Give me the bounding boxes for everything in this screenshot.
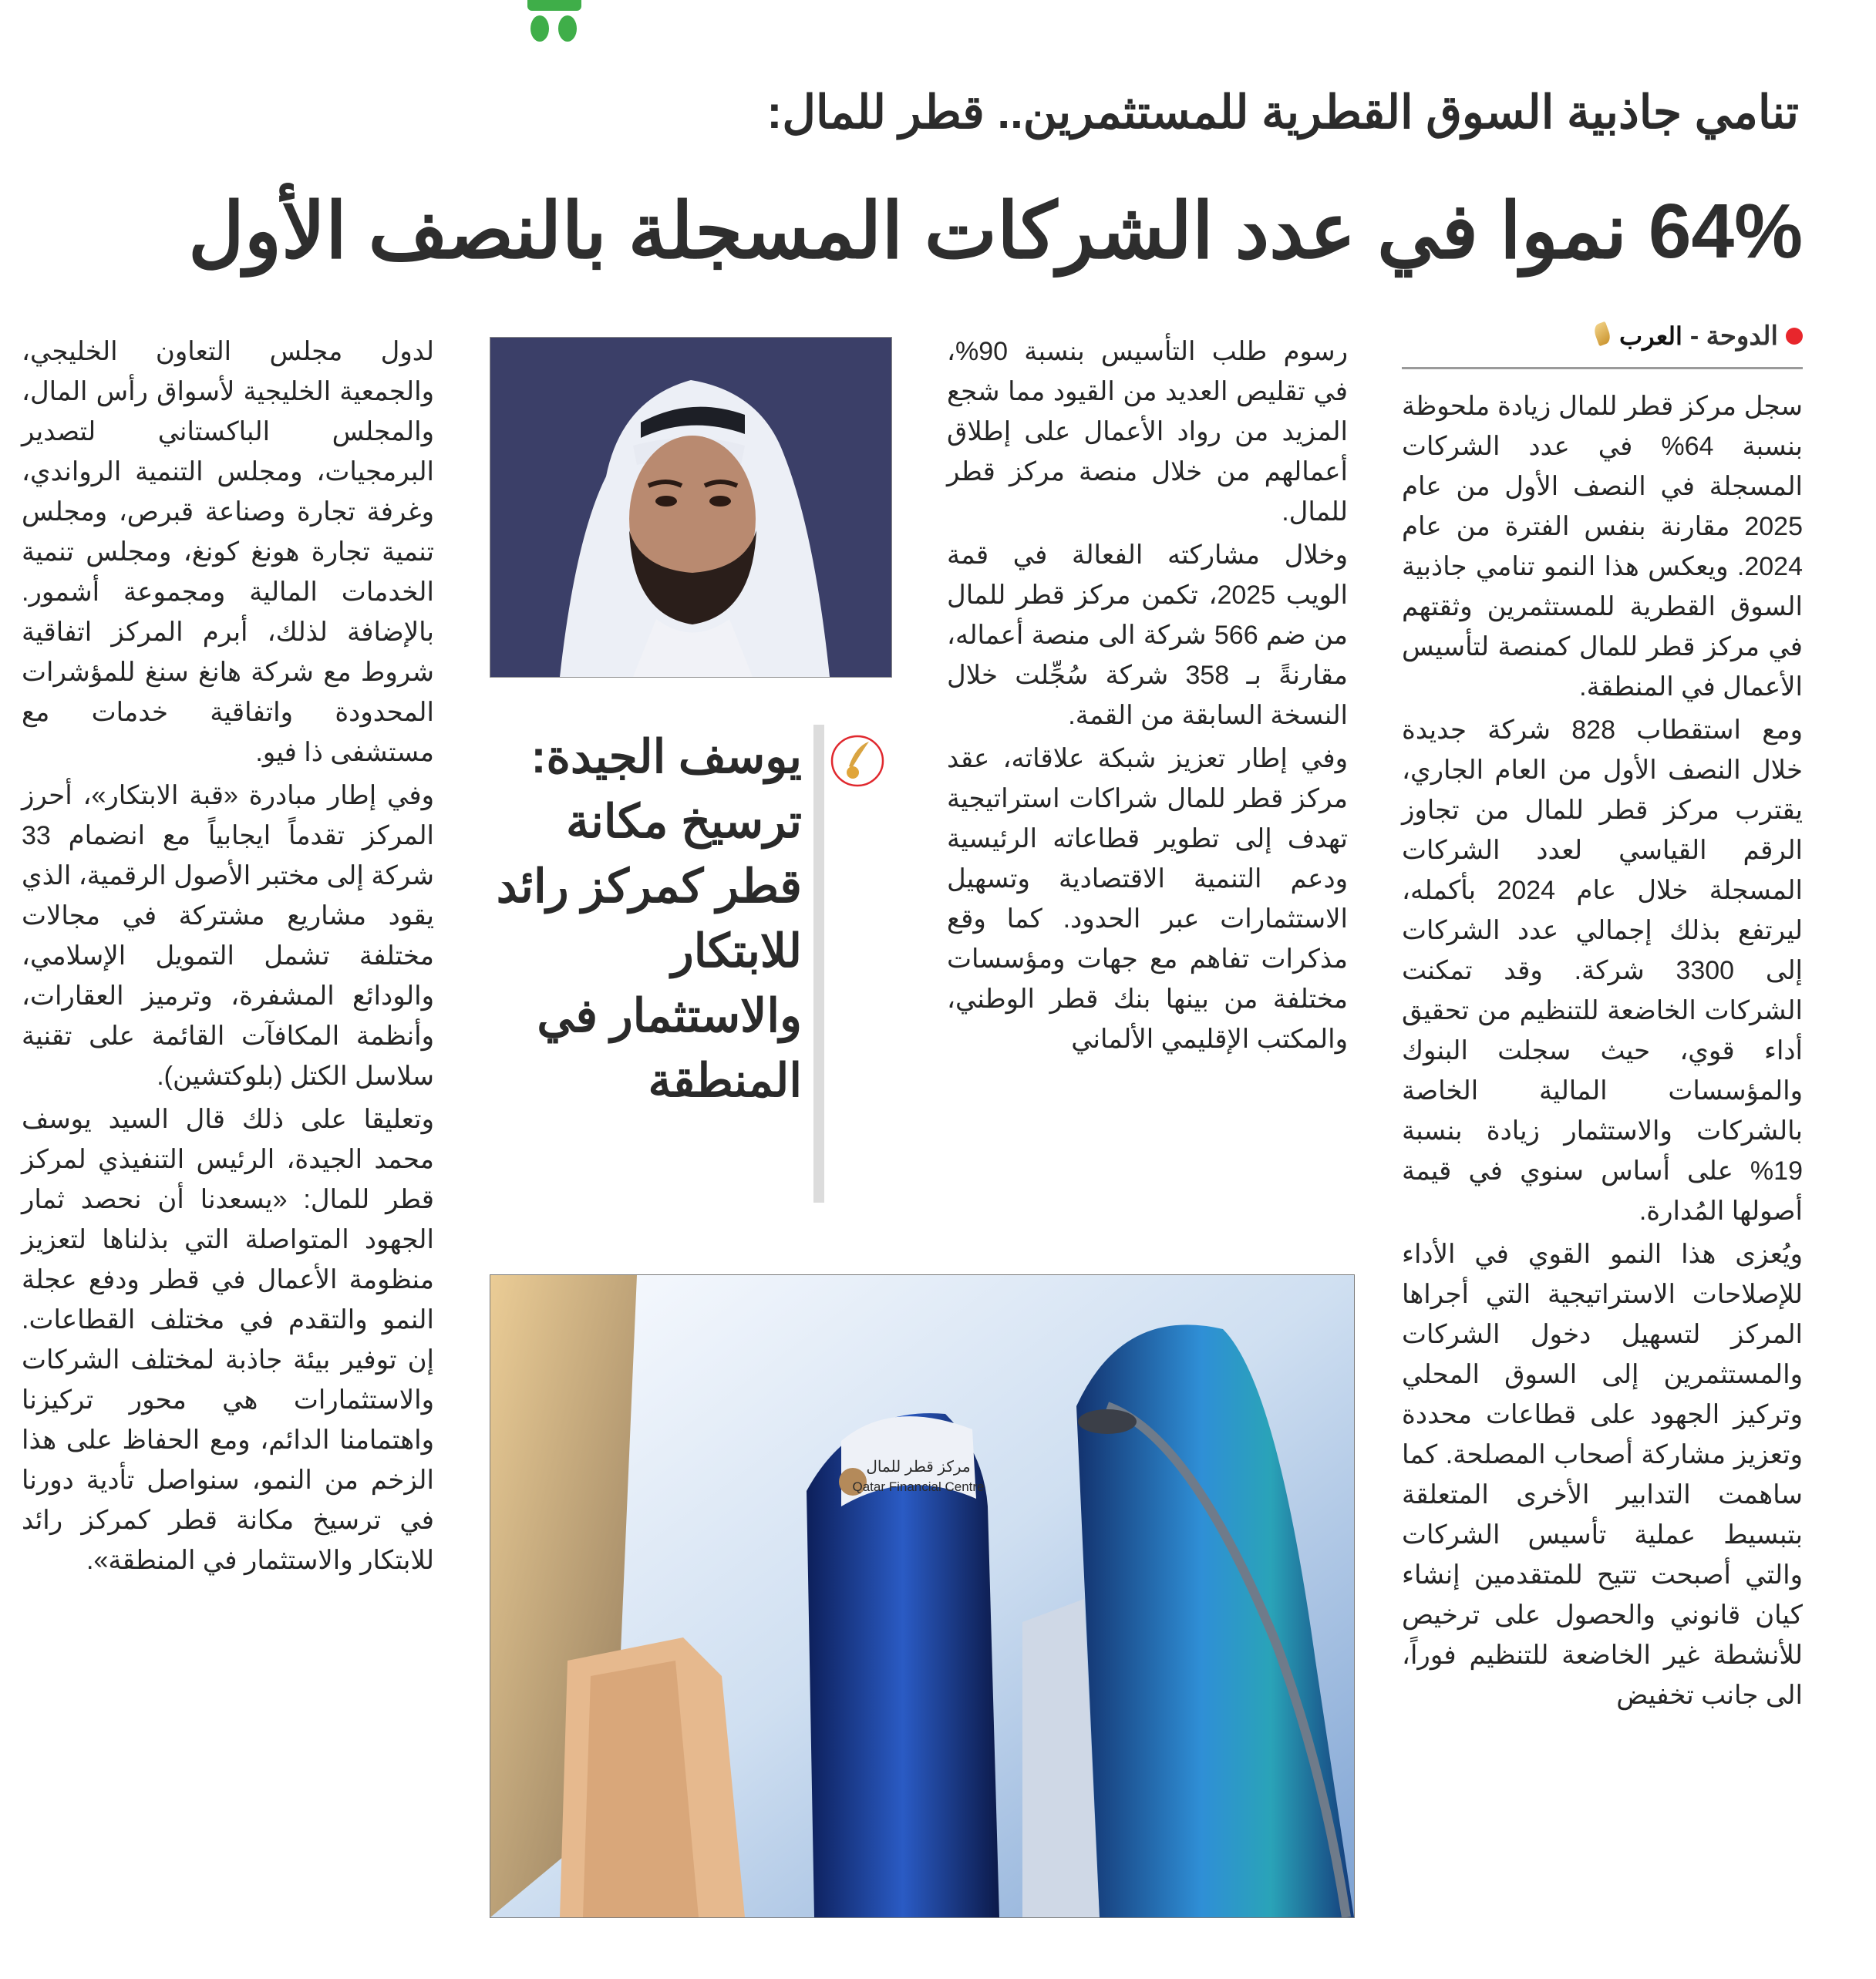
pull-quote-body: ترسيخ مكانة قطر كمركز رائد للابتكار والاستثمار في المنطقة <box>496 796 802 1106</box>
article-column-4 <box>22 332 434 1584</box>
paragraph: ومع استقطاب 828 شركة جديدة خلال النصف الأول من العام الجاري، يقترب مركز قطر للمال من تجاوز الرقم القياسي لعدد الشركات المسجلة خلال عام 2024 بأكمله، ليرتفع بذلك إجمالي عدد الشركات إلى 3300 شركة. وقد تمكنت الشركات الخاضعة للتنظيم من تحقيق أداء قوي، حيث سجلت البنوك والمؤسسات المالية الخاصة بالشركات والاستثمار زيادة بنسبة 19% على أساس سنوي في قيمة أصولها المُدارة. <box>1402 715 1803 1226</box>
dateline-city: الدوحة - <box>1689 321 1778 351</box>
paragraph: سجل مركز قطر للمال زيادة ملحوظة بنسبة 64% في عدد الشركات المسجلة في النصف الأول من عام 2025 مقارنة بنفس الفترة من عام 2024. ويعكس هذا النمو تنامي جاذبية السوق القطرية للمستثمرين وثقتهم في مركز قطر للمال كمنصة لتأسيس الأعمال في المنطقة. <box>1402 392 1803 702</box>
dateline <box>1402 316 1803 369</box>
pull-quote-divider <box>813 725 824 1203</box>
section-marker-dot <box>530 15 549 42</box>
towers-illustration <box>490 1275 1354 1917</box>
section-marker-dot <box>558 15 577 42</box>
pull-quote <box>478 725 910 1203</box>
speaker-portrait-photo <box>490 337 892 678</box>
paragraph: وتعليقا على ذلك قال السيد يوسف محمد الجيدة، الرئيس التنفيذي لمركز قطر للمال: «يسعدنا أن نحصد ثمار الجهود المتواصلة التي بذلناها لتعزيز منظومة الأعمال في قطر ودفع عجلة النمو والتقدم في مختلف القطاعات. إن توفير بيئة جاذبة لمختلف الشركات والاستثمارات هي محور تركيزنا واهتمامنا الدائم، ومع الحفاظ على هذا الزخم من النمو، سنواصل تأدية دورنا في ترسيخ مكانة قطر كمركز رائد للابتكار والاستثمار في المنطقة». <box>22 1105 434 1575</box>
paragraph: رسوم طلب التأسيس بنسبة 90%، في تقليص العديد من القيود مما شجع المزيد من رواد الأعمال على إطلاق أعمالهم من خلال منصة مركز قطر للمال. <box>947 337 1348 527</box>
pull-quote-speaker: يوسف الجيدة: <box>530 731 802 783</box>
paragraph: وفي إطار مبادرة «قبة الابتكار»، أحرز المركز تقدماً ايجابياً مع انضمام 33 شركة إلى مختبر الأصول الرقمية، الذي يقود مشاريع مشتركة في مجالات مختلفة تشمل التمويل الإسلامي، والودائع المشفرة، وترميز العقارات، وأنظمة المكافآت القائمة على تقنية سلاسل الكتل (بلوكتشين). <box>22 781 434 1091</box>
kicker-headline: تنامي جاذبية السوق القطرية للمستثمرين.. قطر للمال: <box>766 86 1799 138</box>
tower-sign-ar: مركز قطر للمال <box>866 1459 971 1476</box>
section-marker-bar <box>527 0 581 11</box>
paragraph: وخلال مشاركته الفعالة في قمة الويب 2025، تكمن مركز قطر للمال من ضم 566 شركة الى منصة أعماله، مقارنةً بـ 358 شركة سُجِّلت خلال النسخة السابقة من القمة. <box>947 540 1349 730</box>
quill-icon <box>1592 321 1612 346</box>
article-column-2 <box>947 332 1348 1257</box>
publication-logo <box>1595 316 1682 356</box>
main-headline: 64% نموا في عدد الشركات المسجلة بالنصف الأول <box>188 188 1803 274</box>
paragraph: لدول مجلس التعاون الخليجي، والجمعية الخليجية لأسواق رأس المال، والمجلس الباكستاني لتصدير البرمجيات، ومجلس التنمية الرواندي، وغرفة تجارة وصناعة قبرص، ومجلس تنمية تجارة هونغ كونغ، ومجلس تنمية الخدمات المالية ومجموعة أشمور. بالإضافة لذلك، أبرم المركز اتفاقية شروط مع شركة هانغ سنغ للمؤشرات المحدودة واتفاقية خدمات مع مستشفى ذا فيو. <box>22 337 434 767</box>
article-column-1 <box>1402 316 1803 1718</box>
paragraph: ويُعزى هذا النمو القوي في الأداء للإصلاحات الاستراتيجية التي أجراها المركز لتسهيل دخول الشركات والمستثمرين إلى السوق المحلي وتركيز الجهود على قطاعات محددة وتعزيز مشاركة أصحاب المصلحة. كما ساهمت التدابير الأخرى المتعلقة بتبسيط عملية تأسيس الشركات والتي أصبحت تتيح للمتقدمين إنشاء كيان قانوني والحصول على ترخيص للأنشطة غير الخاضعة للتنظيم فوراً، الى جانب تخفيض <box>1402 1240 1803 1710</box>
dateline-dot-icon <box>1786 328 1803 345</box>
tower-sign-en: Qatar Financial Centre <box>852 1479 985 1494</box>
qfc-towers-photo <box>490 1274 1355 1918</box>
paragraph: وفي إطار تعزيز شبكة علاقاته، عقد مركز قطر للمال شراكات استراتيجية تهدف إلى تطوير قطاعاته الرئيسية ودعم التنمية الاقتصادية وتسهيل الاستثمارات عبر الحدود. كما وقع مذكرات تفاهم مع جهات ومؤسسات مختلفة من بينها بنك قطر الوطني، والمكتب الإقليمي الألماني <box>947 744 1348 1054</box>
publication-name: العرب <box>1619 322 1682 350</box>
portrait-illustration <box>490 338 891 677</box>
section-marker-icon <box>524 0 586 46</box>
quill-icon <box>829 732 886 789</box>
pull-quote-text <box>493 725 802 1113</box>
